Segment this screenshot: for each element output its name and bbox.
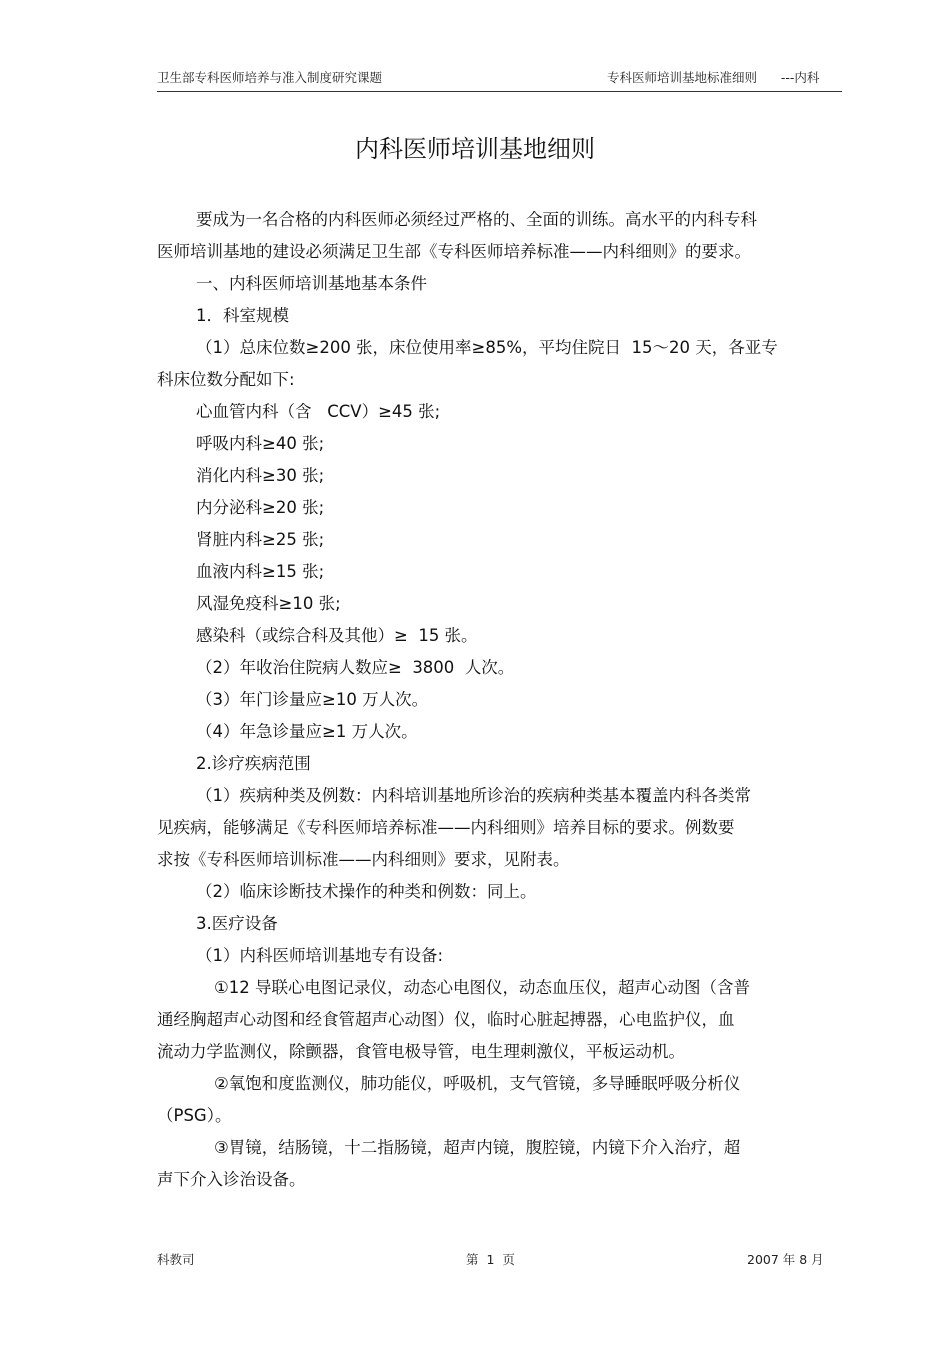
body-line: 求按《专科医师培训标准——内科细则》要求，见附表。 (157, 850, 570, 869)
body-line: 流动力学监测仪，除颤器，食管电极导管，电生理刺激仪，平板运动机。 (157, 1042, 685, 1061)
page-number: 第 1 页 (466, 1252, 515, 1267)
body-line: （1）内科医师培训基地专有设备: (196, 946, 444, 965)
footer-left-text: 科教司 (157, 1252, 195, 1267)
list-item: 消化内科≥30 张; (196, 466, 325, 485)
body-line: 医师培训基地的建设必须满足卫生部《专科医师培养标准——内科细则》的要求。 (157, 242, 751, 261)
header-left-text: 卫生部专科医师培养与准入制度研究课题 (157, 70, 383, 85)
body-line: 通经胸超声心动图和经食管超声心动图）仪，临时心脏起搏器，心电监护仪，血 (157, 1010, 735, 1029)
body-line: （2）临床诊断技术操作的种类和例数：同上。 (196, 882, 537, 901)
body-line: ③胃镜，结肠镜，十二指肠镜，超声内镜，腹腔镜，内镜下介入治疗，超 (214, 1138, 741, 1157)
list-item: 肾脏内科≥25 张; (196, 530, 325, 549)
list-item: 心血管内科（含 CCV）≥45 张; (196, 402, 441, 421)
subsection-heading: 1．科室规模 (196, 306, 289, 325)
body-line: 要成为一名合格的内科医师必须经过严格的、全面的训练。高水平的内科专科 (196, 210, 757, 229)
body-line: （4）年急诊量应≥1 万人次。 (196, 722, 418, 741)
list-item: 风湿免疫科≥10 张; (196, 594, 341, 613)
subsection-heading: 2.诊疗疾病范围 (196, 754, 311, 773)
page-title: 内科医师培训基地细则 (355, 135, 595, 163)
footer-date: 2007 年 8 月 (747, 1252, 824, 1267)
body-line: 科床位数分配如下: (157, 370, 295, 389)
list-item: 血液内科≥15 张; (196, 562, 325, 581)
body-line: （PSG）。 (157, 1106, 232, 1125)
list-item: 内分泌科≥20 张; (196, 498, 325, 517)
body-line: （3）年门诊量应≥10 万人次。 (196, 690, 429, 709)
section-heading: 一、内科医师培训基地基本条件 (196, 274, 427, 293)
body-line: 见疾病，能够满足《专科医师培养标准——内科细则》培养目标的要求。例数要 (157, 818, 735, 837)
list-item: 呼吸内科≥40 张; (196, 434, 325, 453)
body-line: ②氧饱和度监测仪，肺功能仪，呼吸机，支气管镜，多导睡眠呼吸分析仪 (214, 1074, 741, 1093)
list-item: 感染科（或综合科及其他）≥ 15 张。 (196, 626, 478, 645)
subsection-heading: 3.医疗设备 (196, 914, 278, 933)
body-line: ①12 导联心电图记录仪，动态心电图仪，动态血压仪，超声心动图（含普 (214, 978, 751, 997)
body-line: （1）疾病种类及例数：内科培训基地所诊治的疾病种类基本覆盖内科各类常 (196, 786, 751, 805)
body-line: 声下介入诊治设备。 (157, 1170, 306, 1189)
header-divider (157, 91, 842, 92)
body-line: （1）总床位数≥200 张，床位使用率≥85%，平均住院日 15～20 天，各亚专 (196, 338, 778, 357)
body-line: （2）年收治住院病人数应≥ 3800 人次。 (196, 658, 515, 677)
header-right-text: 专科医师培训基地标准细则 ---内科 (607, 70, 820, 85)
